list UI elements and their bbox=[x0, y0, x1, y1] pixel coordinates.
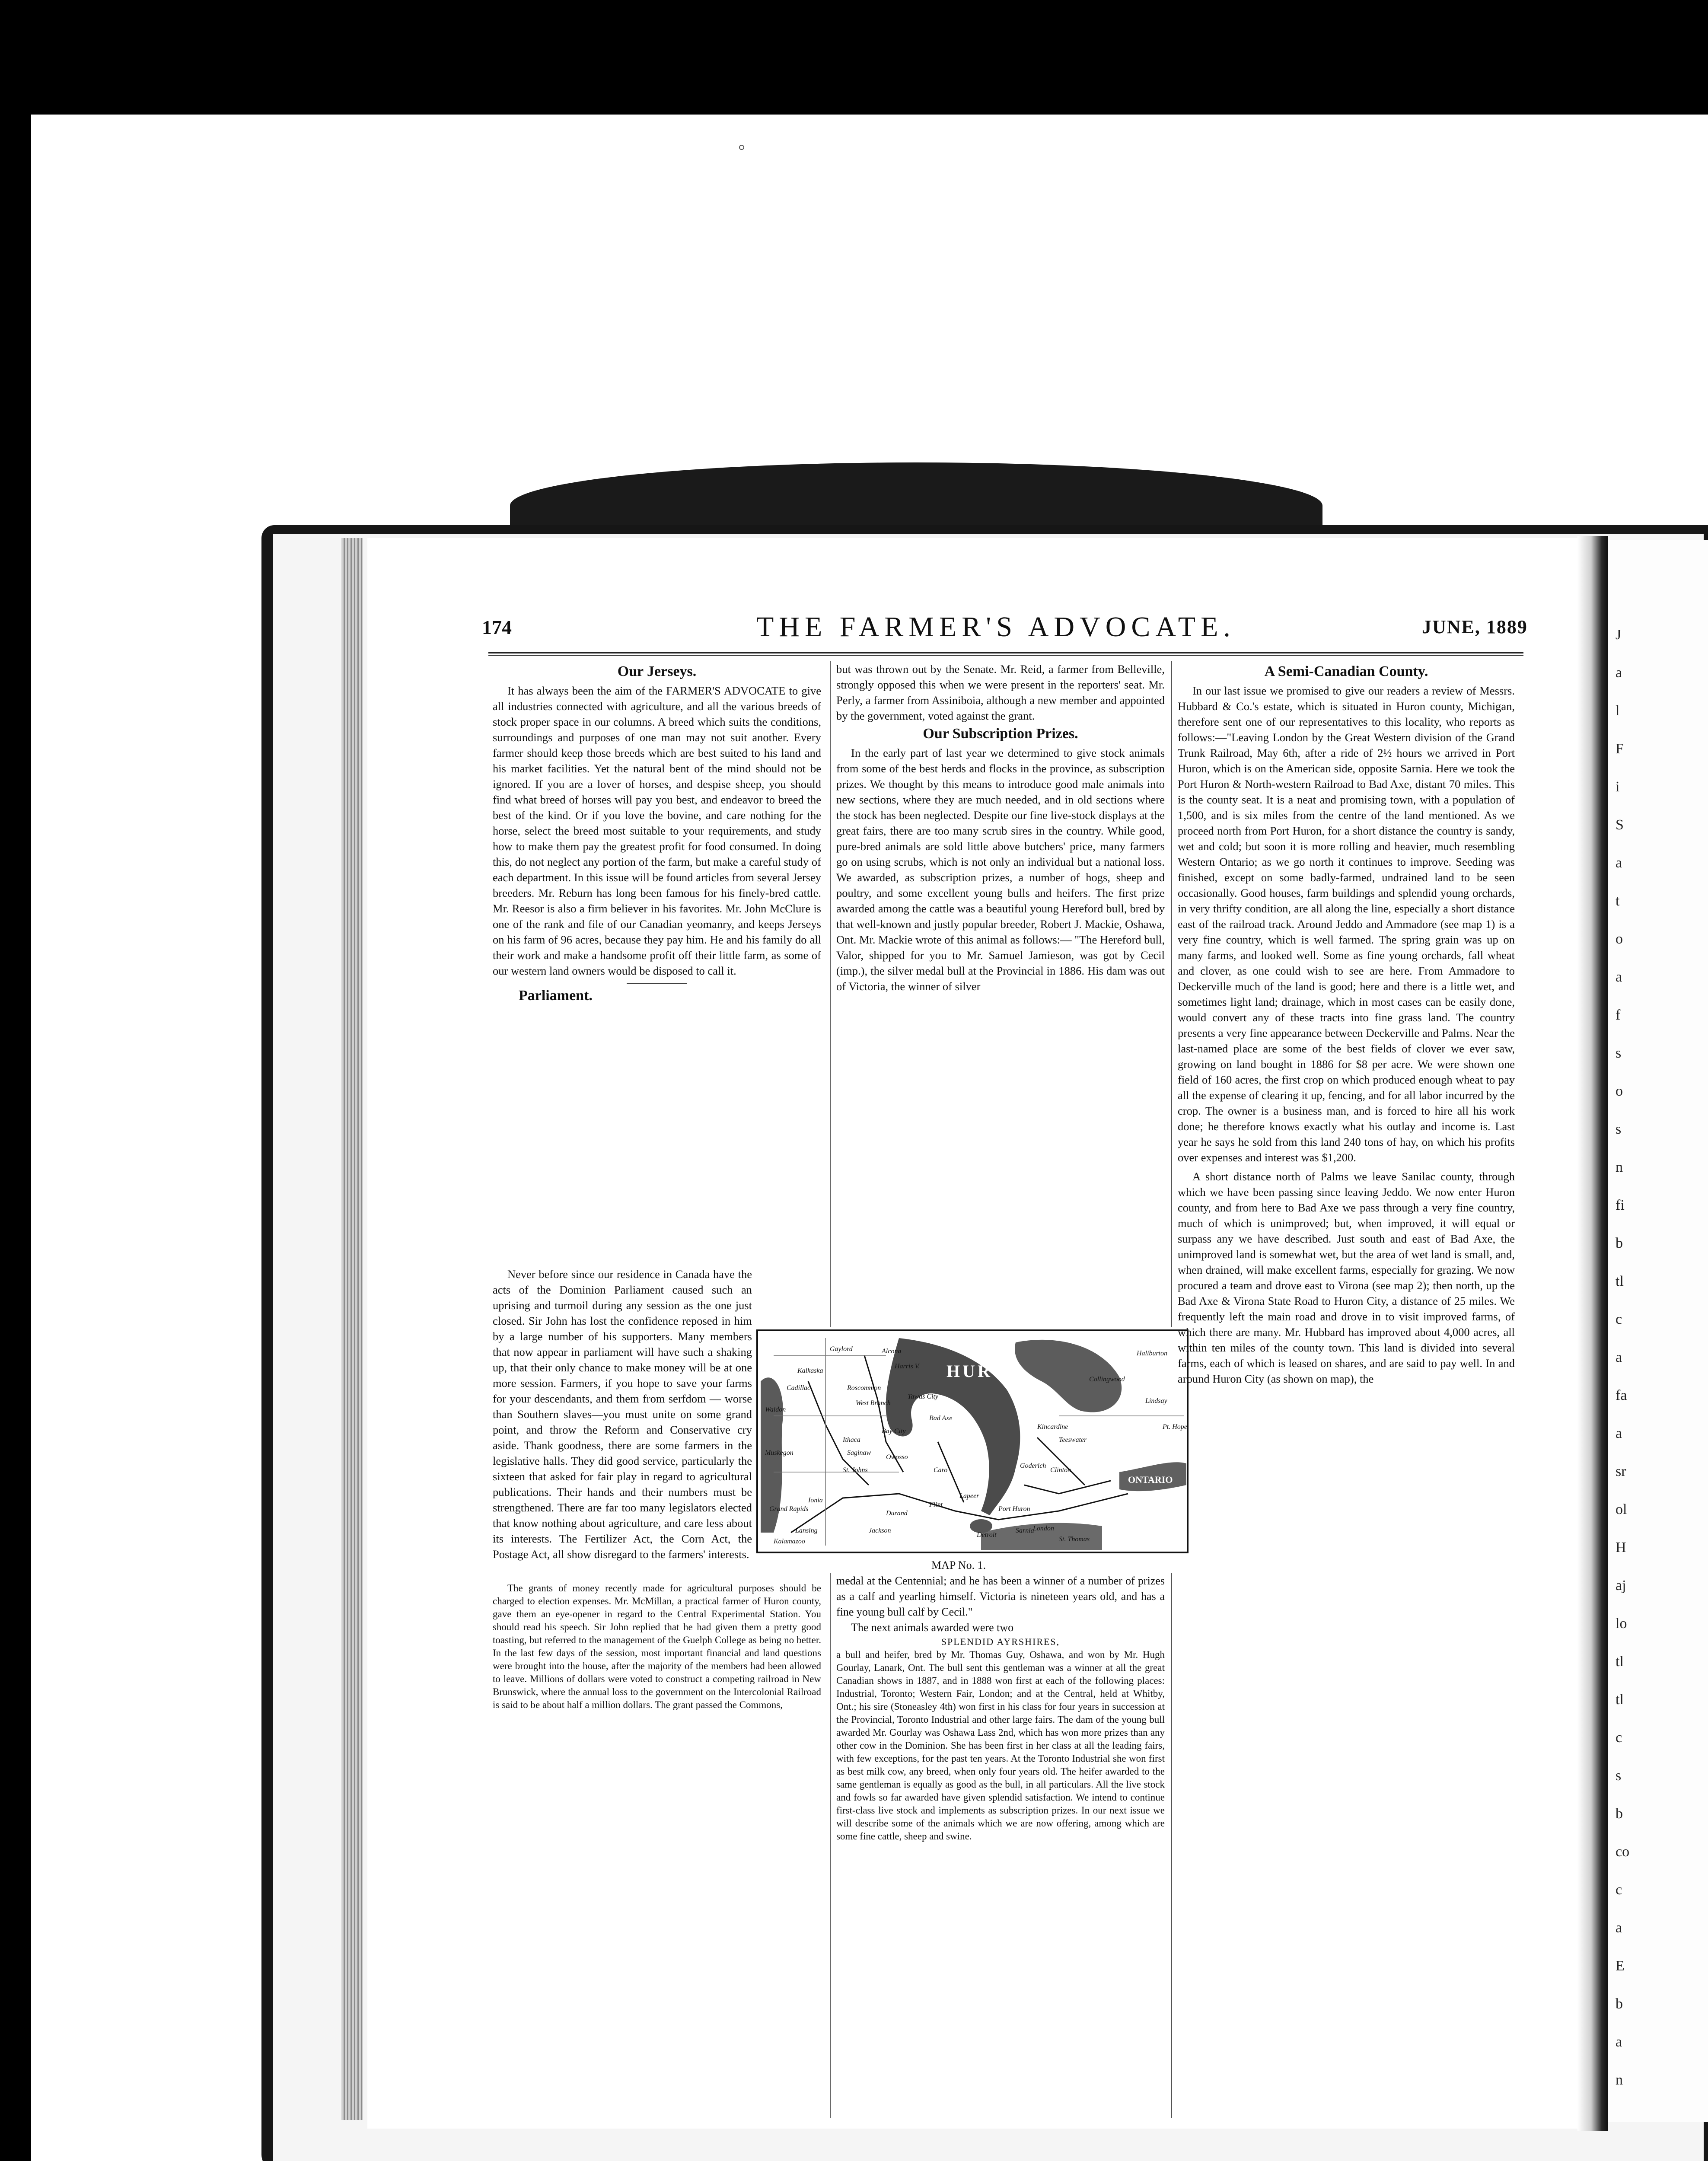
next-page-letter: a bbox=[1616, 969, 1622, 985]
map-label: Roscommon bbox=[847, 1384, 881, 1392]
next-page-letter: o bbox=[1616, 931, 1623, 947]
map-caption: MAP No. 1. bbox=[931, 1559, 986, 1571]
map-label: Kincardine bbox=[1037, 1423, 1068, 1431]
scan-left-edge bbox=[0, 115, 31, 2161]
map-label: West Branch bbox=[856, 1399, 891, 1407]
article-body-prizes-next: The next animals awarded were two bbox=[851, 1621, 1014, 1634]
map-label: Teeswater bbox=[1059, 1436, 1087, 1444]
column-1-top bbox=[493, 661, 821, 1007]
next-page-letter: F bbox=[1616, 741, 1624, 757]
column-divider-4 bbox=[1171, 1573, 1172, 2118]
next-page-letter: s bbox=[1616, 1121, 1622, 1137]
map-label: Kalkaska bbox=[797, 1367, 823, 1374]
map-label: Bad Axe bbox=[929, 1415, 953, 1422]
map-label: Ithaca bbox=[843, 1436, 860, 1444]
map-label: Owosso bbox=[886, 1453, 908, 1461]
next-page-letter: aj bbox=[1616, 1578, 1626, 1594]
article-body-ayrshires: a bull and heifer, bred by Mr. Thomas Guy, Oshawa, and won by Mr. Hugh Gourlay, Lanark, Ont. The bull sent this gentleman was a winner at all the great Canadian shows in 1887, and in 1888 won first at each of the following places: Industrial, Toronto; Western Fair, London; and at the Central, held at Whitby, Ont.; his sire (Stoneasley 4th) won first in his class for four years in succession at the Provincial, Toronto Industrial and other large fairs. The dam of the young bull awarded Mr. Gourlay was Oshawa Lass 2nd, which has won more prizes than any other cow in the Dominion. She has been first in her class at all the leading fairs, with few exceptions, for the past ten years. At the Toronto Industrial she won first as best milk cow, any breed, when only four years old. The heifer awarded to the same gentleman is equally as good as the bull, in all particulars. All the live stock and fowls so far awarded have given splendid satisfaction. We intend to continue first-class live stock and implements as subscription prizes. In our next issue we will describe some of the animals which we are now offering, among which are some fine cattle, sheep and swine. bbox=[836, 1649, 1165, 1842]
article-title-prizes: Our Subscription Prizes. bbox=[923, 726, 1078, 742]
map-label: Haliburton bbox=[1137, 1350, 1168, 1357]
article-body-county-2: A short distance north of Palms we leave Sanilac county, through which we have been passing since leaving Jeddo. We now enter Huron county, and from here to Bad Axe we pass through a very fine country, much of which is unimproved; but, when improved, it will equal or surpass any we have described. Just south and east of Bad Axe, the unimproved land is somewhat wet, but the area of wet land is small, and, when drained, will make excellent farms, especially for grazing. We now procured a team and drove east to Virona (see map 2); then north, up the Bad Axe & Virona State Road to Huron City, a distance of 25 miles. We frequently left the main road and drove in to visit improved farms, of which there are many. Mr. Hubbard has improved about 4,000 acres, all within ten miles of the county town. This land is divided into several farms, each of which is leased on shares, and are said to pay well. In and around Huron City (as shown on map), the bbox=[1178, 1170, 1515, 1385]
subheading-ayrshires: SPLENDID AYRSHIRES, bbox=[941, 1636, 1060, 1647]
page-number: 174 bbox=[482, 616, 512, 638]
next-page-letter: E bbox=[1616, 1958, 1625, 1974]
map-label: Grand Rapids bbox=[769, 1505, 809, 1513]
map-label: Port Huron bbox=[998, 1505, 1030, 1513]
map-label: Durand bbox=[886, 1510, 908, 1517]
next-page-letter: f bbox=[1616, 1007, 1621, 1023]
map-label: Caro bbox=[934, 1466, 948, 1474]
article-title-jerseys: Our Jerseys. bbox=[617, 663, 697, 679]
next-page-letter: lo bbox=[1616, 1616, 1627, 1632]
map-label: Gaylord bbox=[830, 1345, 853, 1353]
next-page-letter: ol bbox=[1616, 1501, 1627, 1517]
map-label: Lapeer bbox=[959, 1492, 979, 1500]
next-page-letter: S bbox=[1616, 817, 1624, 833]
next-page-letter: a bbox=[1616, 2034, 1622, 2050]
map-illustration bbox=[756, 1329, 1189, 1553]
column-2-bottom bbox=[836, 1573, 1165, 2118]
map-label: Lansing bbox=[795, 1527, 818, 1534]
map-label: Cadillac bbox=[787, 1384, 811, 1392]
next-page-letter: tl bbox=[1616, 1273, 1624, 1289]
map-label: St. Johns bbox=[843, 1466, 868, 1474]
map-label: Goderich bbox=[1020, 1462, 1046, 1469]
issue-date: JUNE, 1889 bbox=[1422, 616, 1528, 637]
next-page-letter: a bbox=[1616, 1425, 1622, 1441]
next-page-letter: s bbox=[1616, 1768, 1622, 1784]
next-page-letter: t bbox=[1616, 893, 1620, 909]
map-label: Lindsay bbox=[1145, 1397, 1167, 1405]
next-page-letter: J bbox=[1616, 627, 1622, 643]
map-label: St. Thomas bbox=[1059, 1536, 1090, 1543]
map-label: Ionia bbox=[808, 1497, 823, 1504]
book-gutter bbox=[1577, 536, 1608, 2131]
next-page-letter: b bbox=[1616, 1996, 1623, 2012]
column-1-bottom bbox=[493, 1582, 821, 2113]
column-2-top bbox=[836, 661, 1165, 994]
map-label: Muskegon bbox=[765, 1449, 793, 1457]
scan-speck bbox=[739, 145, 744, 150]
map-label: Clinton bbox=[1050, 1466, 1071, 1474]
map-label: Saginaw bbox=[847, 1449, 871, 1457]
column-3 bbox=[1178, 661, 1515, 2118]
next-page-letter: o bbox=[1616, 1083, 1623, 1099]
next-page-letter: s bbox=[1616, 1045, 1622, 1061]
map-label: Sarnia bbox=[1016, 1527, 1034, 1534]
next-page-letter: a bbox=[1616, 1920, 1622, 1936]
column-divider-2 bbox=[1171, 661, 1172, 1327]
map-label: Harris V. bbox=[895, 1363, 920, 1370]
next-page-fragment bbox=[1608, 540, 1708, 2122]
column-divider-3 bbox=[830, 1573, 831, 2118]
next-page-letter: i bbox=[1616, 779, 1620, 795]
article-body-jerseys: It has always been the aim of the FARMER'S ADVOCATE to give all industries connected with agriculture, and all the various breeds of stock proper space in our columns. A breed which suits the conditions, surroundings and purposes of one man may not suit another. Every farmer should keep those breeds which are best suited to his land and his market facilities. Yet the natural bent of the mind should not be ignored. If you are a lover of horses, and despise sheep, you should find what breed of horses will pay you best, and endeavor to breed the best of the kind. Or if you love the bovine, and care nothing for the horse, select the breed most suitable to your requirements, and study how to make them pay the greatest profit for food consumed. In doing this, do not neglect any portion of the farm, but make a careful study of each department. In this issue will be found articles from several Jersey breeders. Mr. Reburn has long been famous for his finely-bred cattle. Mr. Reesor is also a firm believer in his favorites. Mr. John McClure is one of the rank and file of our Canadian yeomanry, and keeps Jerseys on his farm of 96 acres, because they pay him. He and his family do all their work and make a handsome profit off their little farm, as some of our western land owners would be disposed to call it. bbox=[493, 684, 821, 977]
next-page-letter: c bbox=[1616, 1730, 1622, 1746]
article-body-parliament-1: Never before since our residence in Canada have the acts of the Dominion Parliament caused such an uprising and turmoil during any session as the one just closed. Sir John has lost the confidence reposed in him by a large number of his supporters. Many members that now appear in parliament will have such a shaking up, that their only chance to make money will be at one more session. Farmers, if you hope to save your farms for your descendants, and them from serfdom — worse than Southern slaves—you must unite on some grand point, and throw the Reform and Conservative cry aside. Thank goodness, there are some farmers in the legislative halls. They did good service, particularly the sixteen that asked for fair play in regard to agricultural publications. Their hands and their numbers must be strengthened. There are far too many legislators elected that know nothing about agriculture, and care less about its interests. The Fertilizer Act, the Corn Act, the Postage Act, all show disregard to the farmers' interests. bbox=[493, 1268, 752, 1561]
next-page-letter: a bbox=[1616, 665, 1622, 681]
map-label: Pt. Hope bbox=[1163, 1423, 1187, 1431]
header-rule-thin bbox=[488, 655, 1523, 656]
article-body-county-1: In our last issue we promised to give our readers a review of Messrs. Hubbard & Co.'s estate, which is situated in Huron county, Michigan, therefore sent one of our representatives to this locality, who reports as follows:—"Leaving London by the Great Western division of the Grand Trunk Railroad, May 6th, after a ride of 2½ hours we arrived in Port Huron, which is on the American side, opposite Sarnia. Here we took the Port Huron & North-western Railroad to Bad Axe, distant 70 miles. This is the county seat. It is a neat and promising town, with a population of 1,500, and is six miles from the centre of the land mentioned. As we proceed north from Port Huron, for a short distance the country is sandy, wet and cold; but soon it is more rolling and heavier, much resembling Western Ontario; as we go north it continues to improve. Seeding was finished, except on some badly-farmed, undrained land to be seen occasionally. Good houses, farm buildings and splendid young orchards, in very thrifty condition, are all along the line, especially a short distance east of the railroad track. Around Jeddo and Ammadore (see map 1) is a very fine country, which is well farmed. The spring grain was up on many farms, and looked well. Some as fine young orchards, fall wheat and clover, as one could wish to see are here. From Ammadore to Deckerville much of the land is good; here and there is a little wet, and sometimes light land; drainage, which in most cases can be easily done, would convert any of these tracts into fine grass land. The country presents a very fine appearance between Deckerville and Palms. Near the last-named place are some of the best fields of clover we ever saw, growing on land bought in 1886 for $8 per acre. We were shown one field of 160 acres, the first crop on which produced enough wheat to pay all the expense of clearing it up, fencing, and for all labor incurred by the crop. The owner is a business man, and is forced to hire all his work done; he therefore knows exactly what his outlay and income is. Last year he says he sold from this land 240 tons of hay, on which his profits over expenses and interest was $1,200. bbox=[1178, 684, 1515, 1164]
next-page-letter: H bbox=[1616, 1539, 1626, 1555]
article-body-prizes-cont: medal at the Centennial; and he has been a winner of a number of prizes as a calf and yearling himself. Victoria is nineteen years old, and has a fine young bull calf by Cecil." bbox=[836, 1575, 1165, 1618]
next-page-letter: fa bbox=[1616, 1387, 1627, 1403]
next-page-letter: tl bbox=[1616, 1654, 1624, 1670]
next-page-letter: a bbox=[1616, 855, 1622, 871]
header-rule bbox=[488, 652, 1523, 653]
next-page-letter: tl bbox=[1616, 1692, 1624, 1708]
next-page-letter: a bbox=[1616, 1349, 1622, 1365]
article-title-county: A Semi-Canadian County. bbox=[1264, 663, 1428, 679]
map-label: Bay City bbox=[882, 1428, 906, 1435]
svg-text:ONTARIO: ONTARIO bbox=[1128, 1474, 1173, 1485]
map-label: Kalamazoo bbox=[774, 1538, 805, 1545]
svg-text:HURON: HURON bbox=[946, 1361, 1024, 1381]
next-page-letter: fi bbox=[1616, 1197, 1625, 1213]
next-page-letter: c bbox=[1616, 1311, 1622, 1327]
map-label: Flint bbox=[929, 1501, 943, 1508]
map-label: Alcona bbox=[882, 1348, 902, 1355]
map-label: Tawas City bbox=[908, 1393, 938, 1400]
map-label: Jackson bbox=[869, 1527, 891, 1534]
next-page-letter: b bbox=[1616, 1806, 1623, 1822]
masthead-title: THE FARMER'S ADVOCATE. bbox=[756, 611, 1236, 643]
article-body-parliament-2: The grants of money recently made for agricultural purposes should be charged to election expenses. Mr. McMillan, a practical farmer of Huron county, gave them an eye-opener in regard to the Central Experimental Station. You should read his speech. Sir John replied that he had given them a pretty good toasting, but referred to the management of the Guelph College as being no better. In the last few days of the session, most important financial and land questions were brought into the house, after the majority of the members had been allowed to leave. Millions of dollars were voted to construct a competing railroad in New Brunswick, where the annual loss to the government on the Intercolonial Railroad is said to be about half a million dollars. The grant passed the Commons, bbox=[493, 1583, 821, 1710]
next-page-letter: sr bbox=[1616, 1463, 1626, 1479]
map-label: Collingwood bbox=[1089, 1376, 1125, 1383]
next-page-letter: l bbox=[1616, 703, 1620, 719]
article-body-prizes: In the early part of last year we determined to give stock animals from some of the best herds and flocks in the province, as subscription prizes. We thought by this means to introduce good male animals into new sections, where they are much needed, and in old sections where the stock has been neglected. Despite our fine live-stock displays at the great fairs, there are too many scrub sires in the country. While good, pure-bred animals are sold little above butchers' price, many farmers go on using scrubs, which is not only an individual but a national loss. We awarded, as subscription prizes, a number of hogs, sheep and poultry, and some excellent young bulls and heifers. The first prize awarded among the cattle was a beautiful young Hereford bull, bred by that well-known and justly popular breeder, Robert J. Mackie, Oshawa, Ont. Mr. Mackie wrote of this animal as follows:— "The Hereford bull, Valor, shipped for you to Mr. Samuel Jamieson, was got by Cecil (imp.), the silver medal bull at the Provincial in 1886. His dam was out of Victoria, the winner of silver bbox=[836, 746, 1165, 993]
map-label: Waldon bbox=[765, 1406, 786, 1413]
column-1-narrow bbox=[493, 1266, 752, 1578]
section-rule bbox=[627, 983, 687, 984]
column-divider-1 bbox=[830, 661, 831, 1327]
article-title-parliament: Parliament. bbox=[519, 988, 593, 1004]
page-edges bbox=[341, 538, 363, 2120]
next-page-letter: co bbox=[1616, 1844, 1630, 1860]
next-page-letter: c bbox=[1616, 1882, 1622, 1898]
next-page-letter: b bbox=[1616, 1235, 1623, 1251]
map-label: London bbox=[1033, 1525, 1054, 1532]
article-body-parliament-cont: but was thrown out by the Senate. Mr. Reid, a farmer from Belleville, strongly opposed this when we were present in the reporters' seat. Mr. Perly, a farmer from Assiniboia, although a new member and appointed by the government, voted against the grant. bbox=[836, 663, 1165, 722]
next-page-letter: n bbox=[1616, 1159, 1623, 1175]
next-page-letter: n bbox=[1616, 2072, 1623, 2088]
map-label: Detroit bbox=[977, 1531, 997, 1539]
